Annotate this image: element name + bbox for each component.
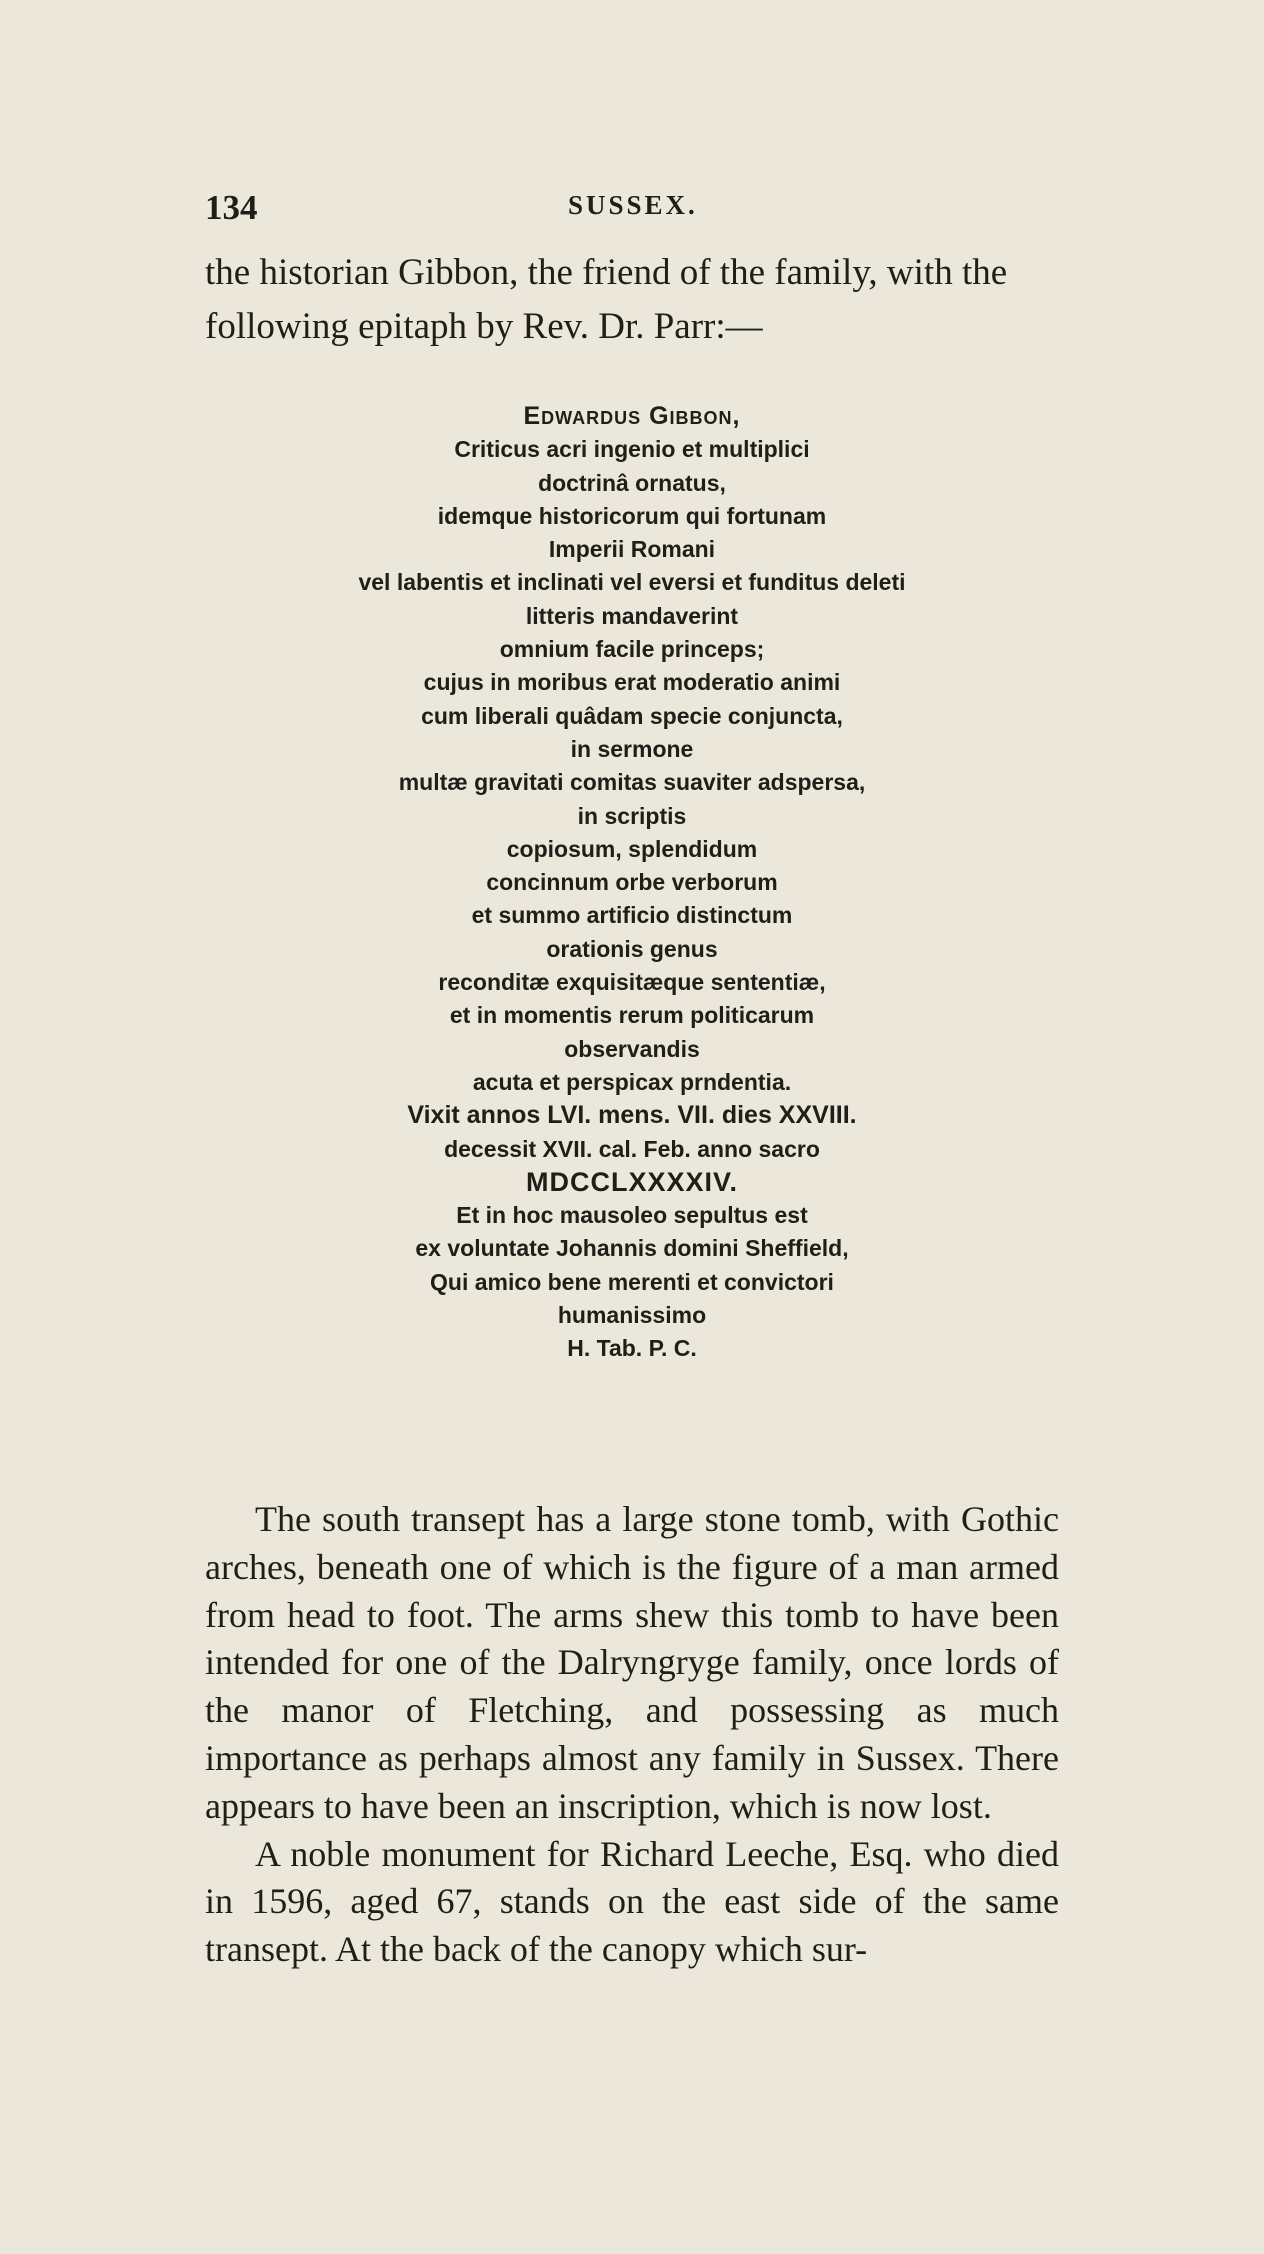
epitaph-line: vel labentis et inclinati vel eversi et funditus deleti — [358, 569, 906, 596]
body-text — [205, 1496, 1059, 1974]
epitaph-line: observandis — [564, 1035, 700, 1062]
epitaph-line: Imperii Romani — [548, 536, 716, 563]
epitaph-line: copiosum, splendidum — [506, 835, 758, 862]
epitaph-line: acuta et perspicax prndentia. — [472, 1068, 792, 1095]
epitaph-line: litteris mandaverint — [525, 602, 739, 629]
epitaph-line: orationis genus — [546, 935, 718, 962]
epitaph-line: concinnum orbe verborum — [486, 869, 778, 896]
epitaph-line: humanissimo — [557, 1302, 707, 1329]
epitaph-line: cujus in moribus erat moderatio animi — [423, 669, 841, 696]
running-head: SUSSEX. — [568, 190, 698, 220]
epitaph-line: Qui amico bene merenti et convictori — [430, 1268, 834, 1295]
page-header — [205, 188, 1059, 228]
epitaph-line: in scriptis — [577, 802, 687, 829]
paragraph-south-transept: The south transept has a large stone tomb, with Gothic arches, beneath one of which is the figure of a man armed from head to foot. The arms shew this tomb to have been intended for one of the Dalryngryge family, once lords of the manor of Fletching, and possessing as much importance as perhaps almost any family in Sussex. There appears to have been an inscription, which is now lost. — [205, 1499, 1059, 1826]
epitaph-line: Vixit annos LVI. mens. VII. dies XXVIII. — [407, 1101, 857, 1130]
intro-paragraph: the historian Gibbon, the friend of the family, with the following epitaph by Rev. Dr. Parr:— — [205, 252, 1008, 347]
epitaph-line: doctrinâ ornatus, — [538, 469, 726, 496]
epitaph-line: H. Tab. P. C. — [567, 1335, 697, 1362]
page-number: 134 — [205, 188, 258, 227]
epitaph-line: omnium facile princeps; — [499, 636, 765, 663]
epitaph-line: Criticus acri ingenio et multiplici — [454, 436, 810, 463]
epitaph-line: MDCCLXXXXIV. — [525, 1166, 739, 1197]
epitaph-line: Et in hoc mausoleo sepultus est — [456, 1202, 808, 1229]
epitaph-line: decessit XVII. cal. Feb. anno sacro — [444, 1135, 820, 1162]
epitaph-line: in sermone — [570, 735, 694, 762]
paragraph-leeche-monument: A noble monument for Richard Leeche, Esq. who died in 1596, aged 67, stands on the east side of the same transept. At the back of the canopy which sur- — [205, 1833, 1059, 1970]
epitaph-line: et summo artificio distinctum — [471, 902, 793, 929]
epitaph-line: cum liberali quâdam specie conjuncta, — [421, 702, 843, 729]
epitaph-line: Edwardus Gibbon, — [523, 402, 741, 430]
epitaph-line: idemque historicorum qui fortunam — [437, 502, 827, 529]
epitaph-line: multæ gravitati comitas suaviter adspersa, — [398, 769, 866, 796]
epitaph-inscription — [205, 400, 1059, 1366]
epitaph-line: ex voluntate Johannis domini Sheffield, — [415, 1235, 849, 1262]
epitaph-line: et in momentis rerum politicarum — [449, 1002, 815, 1029]
epitaph-line: reconditæ exquisitæque sententiæ, — [438, 969, 826, 996]
